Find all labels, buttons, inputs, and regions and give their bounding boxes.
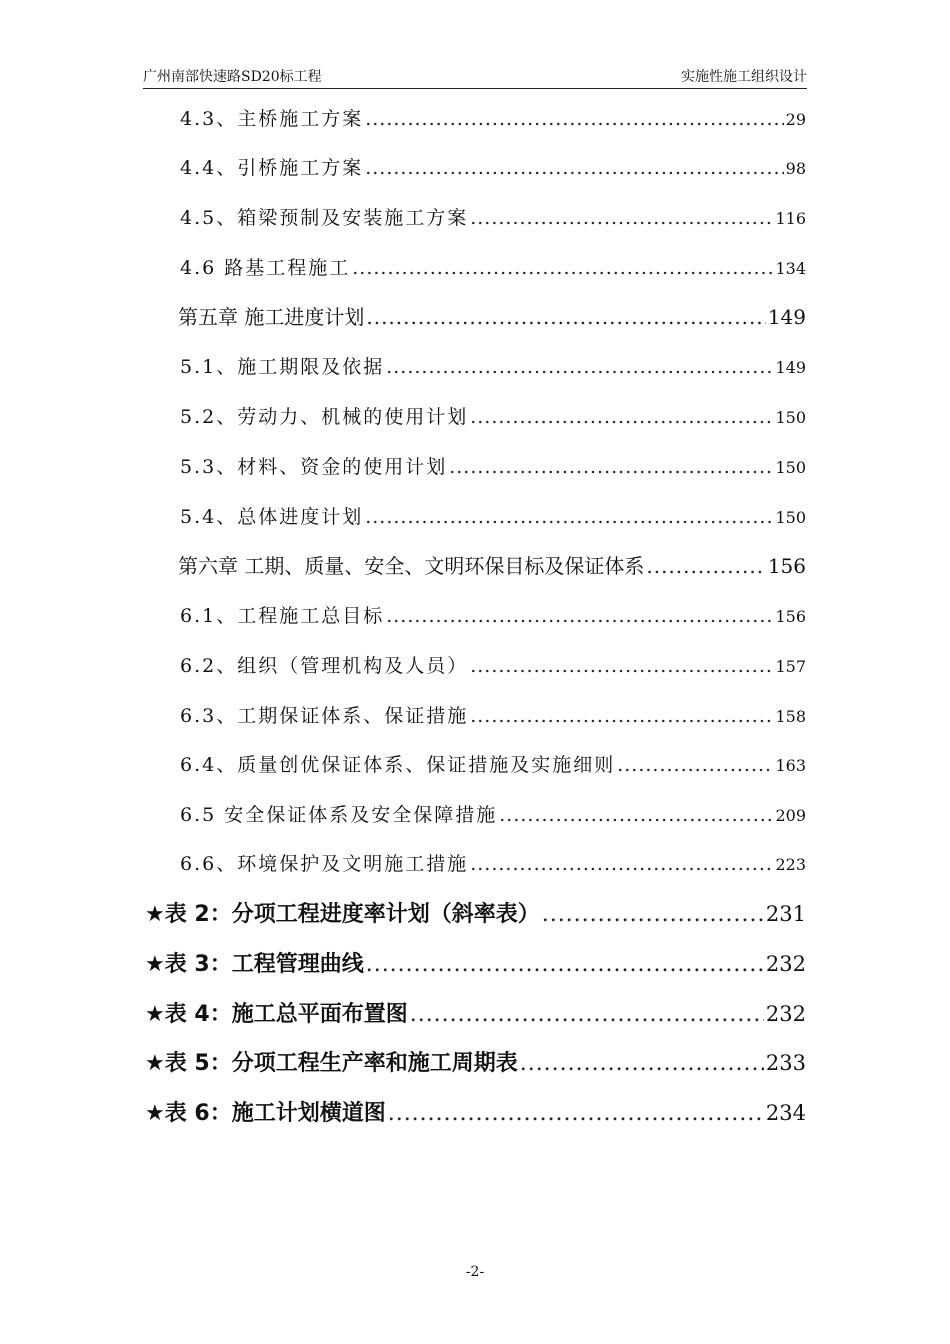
toc-entry-page: 149: [767, 305, 806, 329]
page-footer: [0, 1264, 950, 1280]
toc-chapter-entry[interactable]: [178, 301, 806, 330]
toc-entry-page: 150: [775, 508, 806, 527]
toc-dot-leader: [365, 157, 783, 179]
toc-entry-page: 234: [765, 1101, 806, 1125]
toc-entry[interactable]: [180, 352, 806, 379]
toc-entry-page: 233: [765, 1051, 806, 1075]
toc-dot-leader: [470, 655, 773, 677]
toc-dot-leader: [366, 952, 764, 977]
toc-entry[interactable]: [180, 402, 806, 429]
toc-entry-label: 5.2、劳动力、机械的使用计划: [180, 406, 469, 428]
toc-entry-label: 6.1、工程施工总目标: [180, 605, 385, 627]
toc-entry[interactable]: [180, 750, 806, 777]
toc-entry[interactable]: [180, 203, 806, 230]
toc-entry[interactable]: [180, 601, 806, 628]
toc-entry-label: 6.5 安全保证体系及安全保障措施: [180, 804, 498, 826]
toc-entry-page: 150: [775, 408, 806, 427]
toc-entry-label: 4.5、箱梁预制及安装施工方案: [180, 207, 469, 229]
toc-entry-page: 209: [775, 806, 806, 825]
toc-entry[interactable]: [180, 701, 806, 728]
toc-table-entry[interactable]: [145, 1046, 806, 1077]
toc-dot-leader: [470, 406, 773, 428]
toc-entry-page: 231: [765, 902, 806, 926]
toc-chapter-entry[interactable]: [178, 550, 806, 579]
toc-entry-page: 134: [775, 259, 806, 278]
toc-entry-label: ★表 2：分项工程进度率计划（斜率表）: [145, 902, 540, 927]
toc-entry-page: 156: [775, 607, 806, 626]
toc-entry-page: 149: [775, 358, 806, 377]
toc-dot-leader: [499, 804, 773, 826]
page-header: [143, 62, 807, 89]
toc-entry[interactable]: [180, 104, 806, 131]
toc-entry-label: 4.3、主桥施工方案: [180, 108, 364, 130]
toc-entry-label: ★表 5：分项工程生产率和施工周期表: [145, 1051, 518, 1076]
toc-dot-leader: [386, 605, 773, 627]
toc-entry-label: 6.2、组织（管理机构及人员）: [180, 655, 469, 677]
toc-entry[interactable]: [180, 849, 806, 876]
toc-entry-label: 4.6 路基工程施工: [180, 257, 351, 279]
toc-entry-label: 6.6、环境保护及文明施工措施: [180, 853, 469, 875]
toc-dot-leader: [470, 705, 773, 727]
toc-entry-page: 156: [767, 554, 806, 578]
toc-entry-page: 232: [765, 1002, 806, 1026]
toc-table-entry[interactable]: [145, 997, 806, 1028]
toc-dot-leader: [352, 257, 773, 279]
toc-dot-leader: [646, 554, 765, 578]
toc-entry-label: 5.3、材料、资金的使用计划: [180, 456, 448, 478]
toc-entry-label: ★表 3：工程管理曲线: [145, 952, 364, 977]
toc-entry-label: 第五章 施工进度计划: [178, 305, 365, 329]
toc-dot-leader: [449, 456, 773, 478]
toc-entry-page: 157: [775, 657, 806, 676]
toc-dot-leader: [365, 506, 773, 528]
toc-dot-leader: [410, 1002, 764, 1027]
toc-entry-label: 第六章 工期、质量、安全、文明环保目标及保证体系: [178, 554, 645, 578]
toc-table-entry[interactable]: [145, 1096, 806, 1127]
toc-entry-page: 158: [775, 707, 806, 726]
toc-entry-label: 4.4、引桥施工方案: [180, 157, 364, 179]
toc-entry[interactable]: [180, 452, 806, 479]
toc-dot-leader: [388, 1101, 764, 1126]
toc-table-entry[interactable]: [145, 897, 806, 928]
toc-dot-leader: [617, 754, 773, 776]
toc-entry-label: 6.3、工期保证体系、保证措施: [180, 705, 469, 727]
toc-entry-page: 163: [775, 756, 806, 775]
toc-dot-leader: [365, 108, 783, 130]
toc-dot-leader: [542, 902, 764, 927]
toc-entry[interactable]: [180, 800, 806, 827]
toc-dot-leader: [470, 853, 773, 875]
toc-entry-page: 150: [775, 458, 806, 477]
toc-entry[interactable]: [180, 502, 806, 529]
toc-entry-label: ★表 6：施工计划横道图: [145, 1101, 386, 1126]
toc-entry-label: 5.1、施工期限及依据: [180, 356, 385, 378]
toc-entry[interactable]: [180, 153, 806, 180]
toc-entry-label: 5.4、总体进度计划: [180, 506, 364, 528]
toc-entry[interactable]: [180, 651, 806, 678]
toc-dot-leader: [366, 305, 765, 329]
toc-entry-page: 223: [775, 855, 806, 874]
toc-entry-label: ★表 4：施工总平面布置图: [145, 1002, 408, 1027]
toc-dot-leader: [470, 207, 773, 229]
toc-dot-leader: [520, 1051, 764, 1076]
toc-entry-page: 29: [785, 110, 806, 129]
header-project-title: 广州南部快速路SD20标工程: [143, 69, 322, 85]
toc-table-entry[interactable]: [145, 947, 806, 978]
toc-dot-leader: [386, 356, 773, 378]
toc-entry-page: 116: [775, 209, 806, 228]
toc-entry[interactable]: [180, 253, 806, 280]
page-number: -2-: [465, 1264, 485, 1280]
toc-entry-page: 98: [785, 159, 806, 178]
toc-entry-label: 6.4、质量创优保证体系、保证措施及实施细则: [180, 754, 616, 776]
header-document-title: 实施性施工组织设计: [681, 69, 807, 85]
toc-entry-page: 232: [765, 952, 806, 976]
